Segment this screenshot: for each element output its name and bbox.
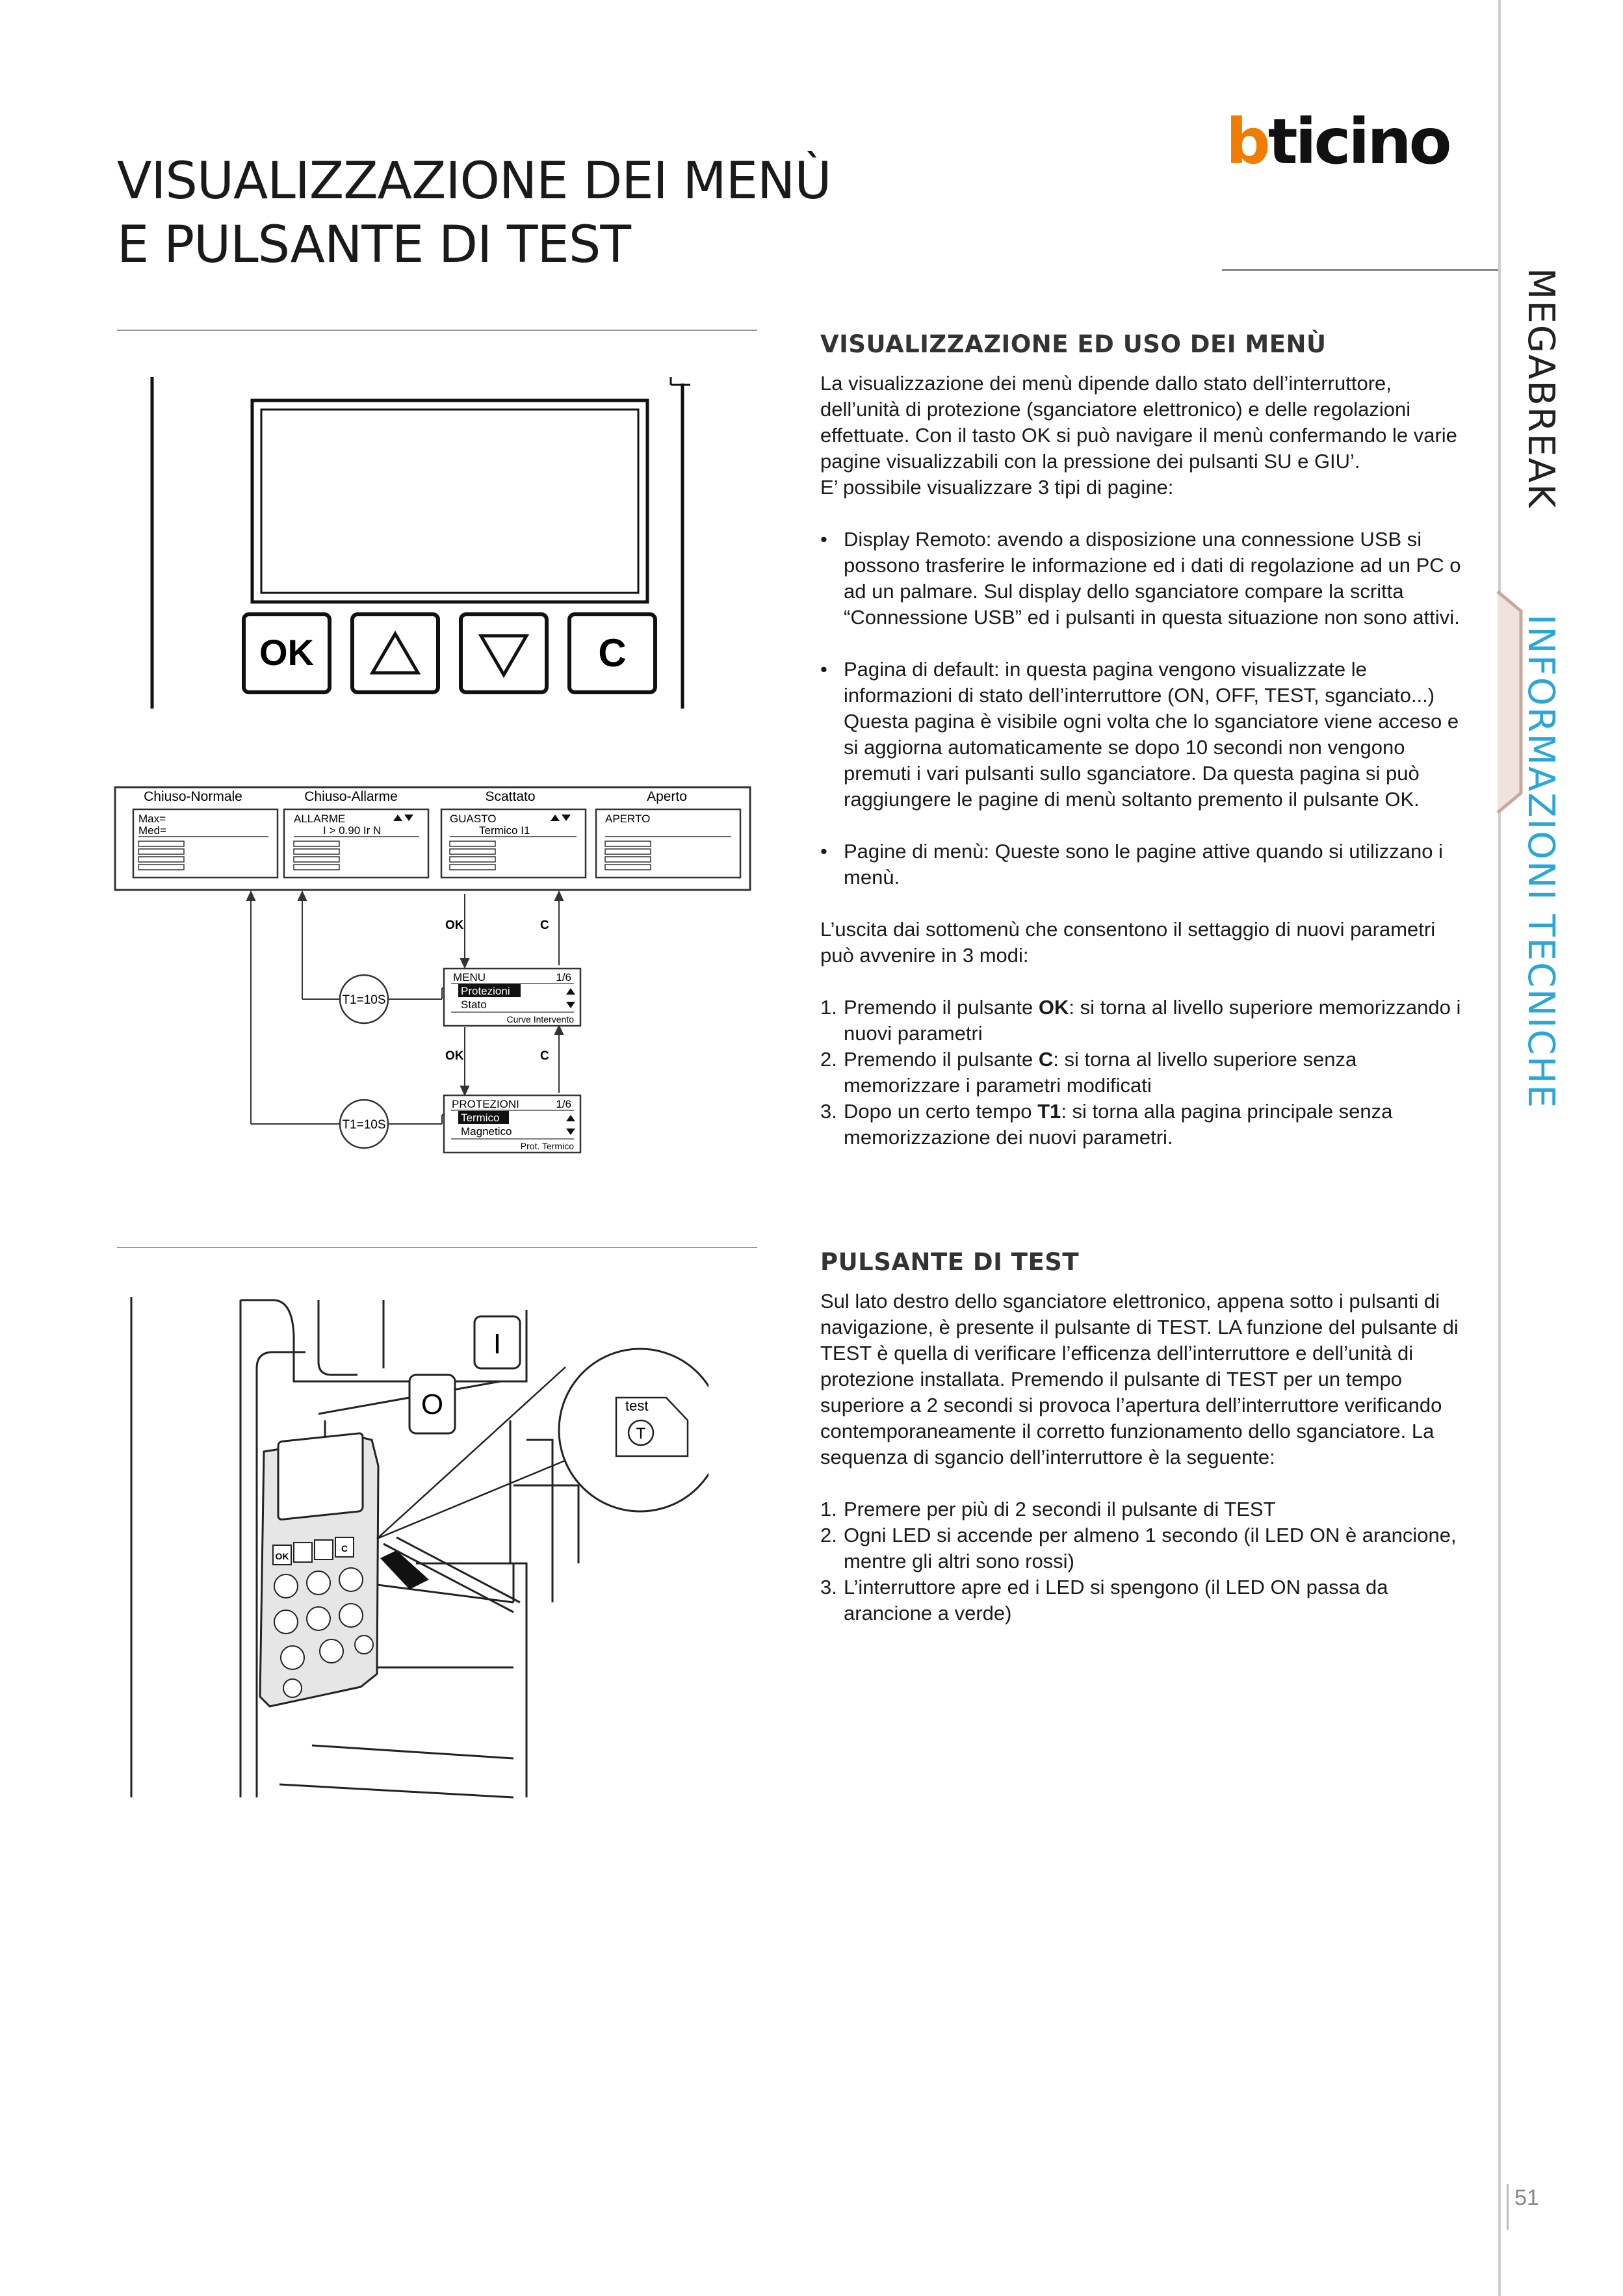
brand-logo xyxy=(1226,105,1449,178)
section2-step-2 xyxy=(820,1522,1470,1574)
step-post: : si torna al livello superiore senza memorizzare i parametri modificati xyxy=(844,1048,1357,1097)
down-button xyxy=(461,614,547,692)
menu-item-1: Protezioni xyxy=(461,985,510,997)
section1-heading: VISUALIZZAZIONE ED USO DEI MENÙ xyxy=(820,330,1327,358)
guasto-line-2: Termico I1 xyxy=(479,824,530,837)
sidebar-section: INFORMAZIONI TECNICHE xyxy=(1520,614,1562,1110)
menu-title: MENU xyxy=(453,971,486,984)
section1-exit-text: L’uscita dai sottomenù che consentono il settaggio di nuovi parametri può avvenire in 3 modi: xyxy=(820,918,1436,967)
off-switch-label: O xyxy=(421,1389,444,1420)
state-normale-title: Chiuso-Normale xyxy=(144,789,242,804)
page-number: 51 xyxy=(1514,2185,1539,2210)
bullet-mark: • xyxy=(820,658,827,681)
timer-2-label: T1=10S xyxy=(342,1118,386,1132)
step-post: : si torna alla pagina principale senza memorizzazione dei nuovi parametri. xyxy=(844,1100,1393,1149)
normale-bars xyxy=(138,841,184,870)
flow-ok-label-2: OK xyxy=(445,1049,464,1063)
section1-step-3 xyxy=(820,1099,1470,1151)
page-title-line1: VISUALIZZAZIONE DEI MENÙ xyxy=(117,152,831,211)
prot-title: PROTEZIONI xyxy=(452,1098,519,1110)
allarme-up-icon xyxy=(393,815,402,821)
c-button-label: C xyxy=(598,631,627,675)
display-outer xyxy=(252,400,647,602)
flow-ok-label-1: OK xyxy=(445,919,464,932)
step-num: 2. xyxy=(820,1048,837,1071)
test-callout-label: test xyxy=(625,1398,649,1414)
step-post: : si torna al livello superiore memorizzando i nuovi parametri xyxy=(844,996,1461,1045)
allarme-bars xyxy=(294,841,339,870)
aperto-bars xyxy=(605,841,651,870)
section1-step-2 xyxy=(820,1047,1470,1099)
guasto-bars xyxy=(450,841,495,870)
callout-line-1 xyxy=(377,1450,591,1539)
sidebar-divider xyxy=(1498,0,1501,2296)
prot-footer: Prot. Termico xyxy=(520,1141,574,1151)
section1-bullet-2 xyxy=(820,657,1470,813)
pointer-arrow-icon xyxy=(380,1550,429,1589)
sidebar-product: MEGABREAK xyxy=(1520,268,1562,510)
section1-bullet-1 xyxy=(820,527,1470,631)
normale-line-2: Med= xyxy=(138,824,166,837)
release-unit xyxy=(260,1433,378,1706)
section1-step-1 xyxy=(820,995,1470,1047)
page-number-bar xyxy=(1507,2184,1509,2230)
prot-page: 1/6 xyxy=(556,1098,571,1110)
section2-rule xyxy=(117,1247,757,1248)
state-scattato-title: Scattato xyxy=(485,789,536,804)
logo-b: b xyxy=(1226,105,1268,178)
on-switch-label: I xyxy=(493,1328,502,1360)
step-pre: Dopo un certo tempo xyxy=(844,1100,1038,1123)
step-key: T1 xyxy=(1037,1100,1061,1123)
menu-footer: Curve Intervento xyxy=(506,1014,574,1024)
illus-ok-label: OK xyxy=(275,1551,289,1561)
step-pre: Premendo il pulsante xyxy=(844,996,1039,1019)
step-pre: Premendo il pulsante xyxy=(844,1048,1039,1071)
up-button xyxy=(352,614,438,692)
allarme-line-1: ALLARME xyxy=(294,813,346,825)
section1-intro: La visualizzazione dei menù dipende dallo stato dell’interruttore, dell’unità di protezione (sganciatore elettronico) e delle regolazioni effettuate. Con il tasto OK si può navigare il menù confermando le varie pagine visualizzabili con la pressione dei pulsanti SU e GIU’. xyxy=(820,372,1457,473)
display-inner xyxy=(261,410,638,593)
section1-bullet-3 xyxy=(820,839,1470,891)
section2-step-1 xyxy=(820,1496,1470,1522)
down-arrow-icon xyxy=(481,636,526,675)
illus-c-label: C xyxy=(341,1543,348,1554)
bullet-text: Display Remoto: avendo a disposizione una connessione USB si possono trasferire le informazione ed i dati di regolazione ad un PC o ad un palmare. Sul display dello sganciatore compare la scritta “Connessione USB” ed i pulsanti in questa situazione non sono attivi. xyxy=(844,528,1461,629)
sidebar-tab-shape xyxy=(1498,592,1521,813)
bullet-text-extra: Questa pagina è visibile ogni volta che lo sganciatore viene acceso e si aggiorna automaticamente se dopo 10 secondi non vengono premuti i vari pulsanti sullo sganciatore. Da questa pagina si può raggiungere le pagine di menù soltanto premento il pulsante OK. xyxy=(844,710,1459,811)
logo-rest: ticino xyxy=(1267,105,1449,178)
menu-item-2: Stato xyxy=(461,998,487,1011)
callout-line-2 xyxy=(377,1367,565,1539)
test-button-letter: T xyxy=(636,1425,646,1442)
flow-c-label-2: C xyxy=(540,1049,549,1063)
bullet-mark: • xyxy=(820,528,827,551)
section2-intro: Sul lato destro dello sganciatore elettronico, appena sotto i pulsanti di navigazione, è presente il pulsante di TEST. LA funzione del pulsante di TEST è quella di verificare l’efficenza dell’interruttore e dell’unità di protezione installata. Premendo il pulsante di TEST per un tempo superiore a 2 secondi si provoca l’apertura dell’interruttore verificando contemporaneamente il corretto funzionamento dello sganciatore. La sequenza di sgancio dell’interruttore è la seguente: xyxy=(820,1290,1459,1468)
allarme-line-2: I > 0.90 Ir N xyxy=(323,824,382,837)
test-illustration xyxy=(123,1290,708,1810)
prot-item-2: Magnetico xyxy=(461,1125,512,1138)
header-rule xyxy=(1222,269,1498,271)
step-num: 1. xyxy=(820,996,837,1019)
allarme-down-icon xyxy=(404,815,413,821)
flow-c-label-1: C xyxy=(540,919,549,932)
section1-body xyxy=(820,371,1470,1151)
step-num: 2. xyxy=(820,1524,837,1546)
timer-1-label: T1=10S xyxy=(342,993,386,1007)
step-text: Premere per più di 2 secondi il pulsante di TEST xyxy=(844,1498,1276,1520)
page-title-line2: E PULSANTE DI TEST xyxy=(117,216,630,274)
step-num: 3. xyxy=(820,1576,837,1598)
state-allarme-title: Chiuso-Allarme xyxy=(304,789,398,804)
guasto-line-1: GUASTO xyxy=(450,813,497,825)
step-key: OK xyxy=(1038,996,1069,1019)
aperto-line-1: APERTO xyxy=(605,813,651,825)
section2-heading: PULSANTE DI TEST xyxy=(820,1248,1080,1276)
step-text: Ogni LED si accende per almeno 1 secondo (il LED ON è arancione, mentre gli altri sono rossi) xyxy=(844,1524,1457,1572)
state-aperto-title: Aperto xyxy=(647,789,687,804)
step-num: 1. xyxy=(820,1498,837,1520)
ok-button-label: OK xyxy=(259,632,314,673)
up-arrow-icon xyxy=(372,634,418,673)
keypad-illustration xyxy=(143,371,715,722)
menu-page: 1/6 xyxy=(556,971,571,984)
state-diagram xyxy=(114,783,754,1173)
step-text: L’interruttore apre ed i LED si spengono (il LED ON passa da arancione a verde) xyxy=(844,1576,1388,1624)
section2-body xyxy=(820,1288,1470,1626)
step-key: C xyxy=(1038,1048,1054,1071)
prot-item-1: Termico xyxy=(461,1112,500,1124)
section2-step-3 xyxy=(820,1574,1470,1626)
bullet-mark: • xyxy=(820,840,827,863)
bullet-text: Pagina di default: in questa pagina vengono visualizzate le informazioni di stato dell’interruttore (ON, OFF, TEST, sganciato...) xyxy=(844,658,1435,707)
bullet-text: Pagine di menù: Queste sono le pagine attive quando si utilizzano i menù. xyxy=(844,840,1443,889)
section1-rule xyxy=(117,330,757,331)
page-title xyxy=(117,150,831,277)
guasto-down-icon xyxy=(562,815,571,821)
section1-intro2: E’ possibile visualizzare 3 tipi di pagine: xyxy=(820,476,1174,499)
normale-line-1: Max= xyxy=(138,813,166,825)
step-num: 3. xyxy=(820,1100,837,1123)
guasto-up-icon xyxy=(551,815,560,821)
